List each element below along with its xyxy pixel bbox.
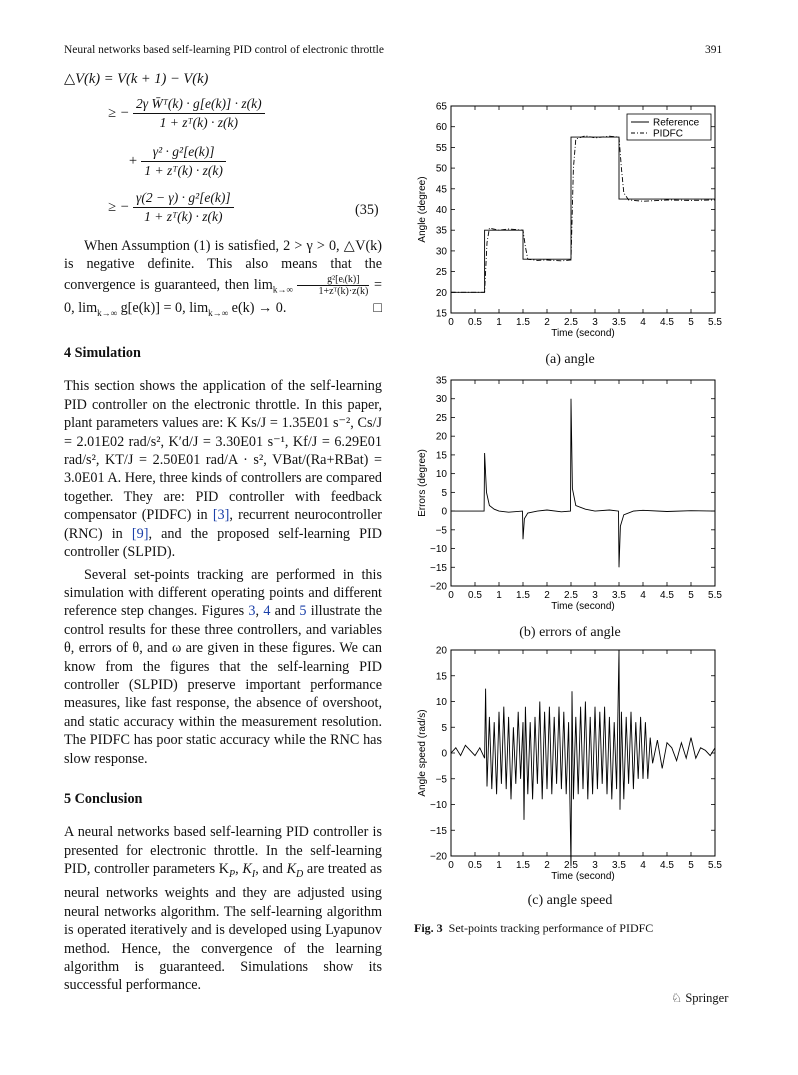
section-5-paragraph: A neural networks based self-learning PID controller is presented for electronic throttle. In the self-learning PID, controller parameters $K_P$, $K_I$, and $K_D$ are treated as neural networks weights and they are adjusted using neural networks algorithm. The self-learning algorithm is operated iteratively and is developed using Lyapunov method. Hence, the convergence of the learning algorithm is guaranteed. Simulations show its successful performance. (64, 824, 382, 994)
y-tick-label: −20 (430, 581, 447, 593)
x-tick-label: 5.5 (708, 590, 722, 601)
x-tick-label: 0 (448, 590, 454, 601)
y-tick-label: 15 (435, 308, 447, 320)
y-tick-label: 15 (435, 450, 447, 462)
y-tick-label: 60 (435, 122, 447, 134)
series-line-pidfc (451, 136, 715, 292)
y-tick-label: 5 (441, 487, 447, 499)
x-tick-label: 1.5 (516, 860, 530, 871)
x-axis-label: Time (second) (551, 328, 615, 339)
subcaption-a: (a) angle (545, 352, 595, 367)
x-tick-label: 3 (592, 590, 598, 601)
eq-frac2-num: γ² · g²[e(k)] (141, 144, 225, 162)
x-tick-label: 4.5 (660, 317, 674, 328)
x-tick-label: 2.5 (564, 860, 578, 871)
legend-label: Reference (653, 117, 700, 129)
eq-frac1 (133, 96, 265, 131)
x-tick-label: 4 (640, 317, 646, 328)
y-tick-label: 5 (441, 722, 447, 734)
chart-errors (410, 372, 730, 620)
legend-label: PIDFC (653, 128, 683, 140)
y-axis-label: Angle (degree) (417, 176, 428, 243)
assumption-paragraph: When Assumption (1) is satisfied, 2 > γ > 0, △V(k) is negative definite. This also means that the convergence is guaranteed, then $\lim_{k\to\infty}$ $\frac{\text{g²[eᵢ(k)]}}{\text{1+zᵀ(k)·z(k)}}$ = 0, $\lim_{k\to\infty} g[e(k)] = 0$, $\lim_{k\to\infty} e(k) \to 0$. □ (64, 238, 382, 318)
eq-term2 (128, 144, 226, 179)
y-tick-label: −15 (430, 825, 447, 837)
x-tick-label: 4 (640, 590, 646, 601)
x-tick-label: 1 (496, 317, 502, 328)
eq-frac2-den: 1 + zᵀ(k) · z(k) (144, 163, 223, 178)
ref-9-link[interactable]: [9] (131, 525, 149, 542)
x-tick-label: 0 (448, 317, 454, 328)
y-tick-label: 25 (435, 267, 447, 279)
x-tick-label: 5 (688, 860, 694, 871)
fig-4-link[interactable]: 4 (263, 603, 271, 620)
y-axis-label: Errors (degree) (417, 449, 428, 517)
x-tick-label: 3 (592, 860, 598, 871)
eq-term3 (108, 190, 234, 225)
springer-logo-icon: ♘ (671, 991, 683, 1005)
series-line-reference (451, 137, 715, 292)
y-tick-label: 0 (441, 506, 447, 518)
figure-label: Fig. 3 (414, 921, 443, 935)
x-tick-label: 5.5 (708, 317, 722, 328)
x-tick-label: 0.5 (468, 860, 482, 871)
eq-frac1-num: 2γ W̄ᵀ(k) · g[e(k)] · z(k) (133, 96, 265, 114)
y-tick-label: 35 (435, 225, 447, 237)
fig-5-link[interactable]: 5 (299, 603, 307, 620)
y-tick-label: 65 (435, 101, 447, 113)
section-4-title: 4 Simulation (64, 345, 141, 362)
chart-angle (410, 98, 730, 346)
x-tick-label: 3 (592, 317, 598, 328)
figure-caption-text: Set-points tracking performance of PIDFC (448, 921, 654, 935)
eq-frac3 (133, 190, 234, 225)
x-tick-label: 1.5 (516, 590, 530, 601)
inline-frac: $\frac{\text{g²[eᵢ(k)]}}{\text{1+zᵀ(k)·z(k)}}$ (297, 274, 369, 297)
eq-frac3-den: 1 + zᵀ(k) · z(k) (144, 209, 223, 224)
eq-plus: + (128, 152, 138, 169)
y-tick-label: 45 (435, 184, 447, 196)
y-tick-label: 20 (435, 645, 447, 657)
y-tick-label: −15 (430, 562, 447, 574)
eq-geq1: ≥ − (108, 104, 130, 121)
y-tick-label: −5 (435, 525, 447, 537)
x-axis-label: Time (second) (551, 601, 615, 612)
subcaption-c: (c) angle speed (527, 893, 613, 908)
x-tick-label: 5.5 (708, 860, 722, 871)
x-tick-label: 2 (544, 860, 550, 871)
chart-angle-speed (410, 644, 730, 889)
x-tick-label: 0.5 (468, 590, 482, 601)
y-tick-label: 20 (435, 431, 447, 443)
y-tick-label: −10 (430, 544, 447, 556)
eq-geq2: ≥ − (108, 198, 130, 215)
x-tick-label: 3.5 (612, 590, 626, 601)
x-tick-label: 1 (496, 590, 502, 601)
y-tick-label: 20 (435, 287, 447, 299)
plot-frame (451, 380, 715, 586)
x-tick-label: 0.5 (468, 317, 482, 328)
series-line-0 (451, 399, 715, 568)
y-tick-label: 35 (435, 375, 447, 387)
x-tick-label: 2 (544, 590, 550, 601)
x-tick-label: 3.5 (612, 860, 626, 871)
running-title: Neural networks based self-learning PID control of electronic throttle (64, 44, 384, 56)
y-tick-label: 25 (435, 412, 447, 424)
y-tick-label: −5 (435, 774, 447, 786)
x-tick-label: 4 (640, 860, 646, 871)
eq-frac3-num: γ(2 − γ) · g²[e(k)] (133, 190, 234, 208)
eq-line1: △V(k) = V(k + 1) − V(k) (64, 71, 209, 87)
y-tick-label: 50 (435, 163, 447, 175)
y-tick-label: 15 (435, 671, 447, 683)
publisher-name: Springer (685, 991, 729, 1005)
section-4-paragraph-1: This section shows the application of the self-learning PID controller on the electronic throttle. In this paper, plant parameters values are: K Ks/J = 1.35E01 s⁻², Cs/J = 2.01E02 rad/s², K′d/J = 3.30E01 s⁻¹, Kf/J = 6.29E01 rad/s², KT/J = 2.50E01 rad/A · s², VBat/(Ra+RBat) = 3.0E01 A. Here, three kinds of controllers are compared together. They are: PID controller with feedback compensator (PIDFC) in [3], recurrent neurocontroller (RNC) in [9], and the proposed self-learning PID controller (SLPID). (64, 378, 382, 561)
fig-3-link[interactable]: 3 (248, 603, 256, 620)
y-tick-label: 30 (435, 394, 447, 406)
x-tick-label: 5 (688, 317, 694, 328)
plant-parameters: Ks/J = 1.35E01 s⁻², Cs/J = 2.01E02 rad/s², K′d/J = 3.30E01 s⁻¹, Kf/J = 6.29E01 rad/s², KT/J = 2.50E01 rad/A · s², VBat/(Ra+RBat) = 3.0E01 A. (64, 415, 382, 487)
y-tick-label: −10 (430, 800, 447, 811)
publisher-mark (671, 990, 728, 1006)
x-tick-label: 4.5 (660, 860, 674, 871)
y-tick-label: 30 (435, 246, 447, 258)
x-tick-label: 2 (544, 317, 550, 328)
eq-frac2 (141, 144, 225, 179)
left-column (64, 237, 382, 995)
y-tick-label: −20 (430, 851, 447, 863)
y-tick-label: 0 (441, 748, 447, 760)
figure-caption (414, 921, 653, 936)
x-tick-label: 2.5 (564, 317, 578, 328)
x-tick-label: 5 (688, 590, 694, 601)
x-tick-label: 3.5 (612, 317, 626, 328)
x-axis-label: Time (second) (551, 871, 615, 882)
equation-number: (35) (355, 202, 379, 218)
y-tick-label: 40 (435, 205, 447, 216)
subcaption-b: (b) errors of angle (519, 625, 621, 640)
y-tick-label: 10 (435, 697, 447, 708)
x-tick-label: 2.5 (564, 590, 578, 601)
page-number: 391 (705, 44, 723, 56)
qed-symbol: □ (373, 299, 382, 316)
eq-term1 (108, 96, 265, 131)
ref-3-link[interactable]: [3] (212, 507, 230, 524)
y-axis-label: Angle speed (rad/s) (417, 709, 428, 797)
y-tick-label: 10 (435, 469, 447, 481)
y-tick-label: 55 (435, 142, 447, 154)
section-5-title: 5 Conclusion (64, 790, 143, 807)
x-tick-label: 1 (496, 860, 502, 871)
eq-frac1-den: 1 + zᵀ(k) · z(k) (159, 115, 239, 130)
section-4-paragraph-2: Several set-points tracking are performed in this simulation with different operating points and different reference step changes. Figures 3, 4 and 5 illustrate the control results for these three controllers, and variables θ, errors of θ, and ω are given in these figures. We can know from the figures that the self-learning PID controller (SLPID) preserve important performance measures, like fast response, the absence of overshoot, and static accuracy within the measurement resolution. The PIDFC has poor static accuracy while the RNC has slow response. (64, 566, 382, 767)
x-tick-label: 1.5 (516, 317, 530, 328)
series-line-0 (451, 650, 715, 866)
x-tick-label: 4.5 (660, 590, 674, 601)
x-tick-label: 0 (448, 860, 454, 871)
